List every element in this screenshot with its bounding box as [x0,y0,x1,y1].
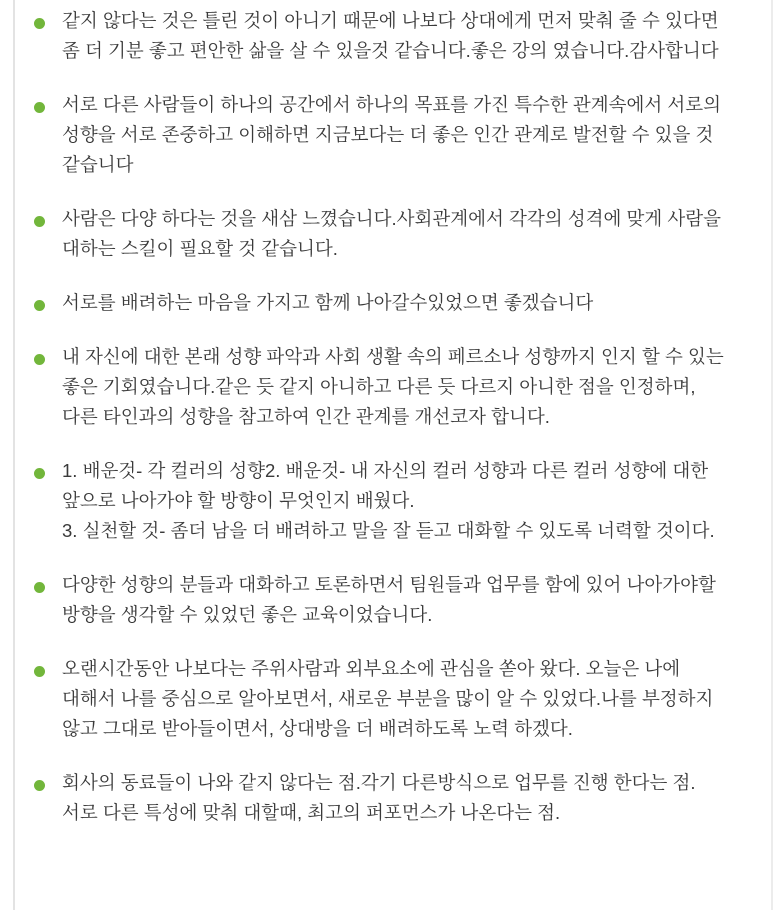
comment-text: 같지 않다는 것은 틀린 것이 아니기 때문에 나보다 상대에게 먼저 맞춰 줄 수 있다면 좀 더 기분 좋고 편안한 삶을 살 수 있을것 같습니다.좋은 강의 였습니다.감사합니다 [62,10,724,61]
comment-item [0,204,773,264]
comment-text: 다양한 성향의 분들과 대화하고 토론하면서 팀원들과 업무를 함에 있어 나아가야할 방향을 생각할 수 있었던 좋은 교육이었습니다. [62,574,722,625]
bullet-icon [34,780,45,791]
comment-list [0,6,773,852]
comment-text: 회사의 동료들이 나와 같지 않다는 점.각기 다른방식으로 업무를 진행 한다는 점. 서로 다른 특성에 맞춰 대할때, 최고의 퍼포먼스가 나온다는 점. [62,772,696,823]
bullet-icon [34,300,45,311]
bullet-icon [34,102,45,113]
comment-item [0,342,773,432]
bullet-icon [34,18,45,29]
comment-text: 오랜시간동안 나보다는 주위사람과 외부요소에 관심을 쏟아 왔다. 오늘은 나에 대해서 나를 중심으로 알아보면서, 새로운 부분을 많이 알 수 있었다.나를 부정하지 않고 그대로 받아들이면서, 상대방을 더 배려하도록 노력 하겠다. [62,658,719,739]
comment-text: 서로를 배려하는 마음을 가지고 함께 나아갈수있었으면 좋겠습니다 [62,292,594,313]
bullet-icon [34,216,45,227]
comment-item [0,570,773,630]
comment-text: 1. 배운것- 각 컬러의 성향2. 배운것- 내 자신의 컬러 성향과 다른 컬러 성향에 대한 앞으로 나아가야 할 방향이 무엇인지 배웠다. 3. 실천할 것- 좀더 남을 더 배려하고 말을 잘 듣고 대화할 수 있도록 너력할 것이다. [62,460,715,541]
comment-text: 사람은 다양 하다는 것을 새삼 느꼈습니다.사회관계에서 각각의 성격에 맞게 사람을 대하는 스킬이 필요할 것 같습니다. [62,208,727,259]
comment-item [0,768,773,828]
bullet-icon [34,354,45,365]
comment-item [0,456,773,546]
bullet-icon [34,468,45,479]
bullet-icon [34,666,45,677]
comment-item [0,288,773,318]
comment-item [0,90,773,180]
comment-text: 서로 다른 사람들이 하나의 공간에서 하나의 목표를 가진 특수한 관계속에서 서로의 성향을 서로 존중하고 이해하면 지금보다는 더 좋은 인간 관계로 발전할 수 있을 것 같습니다 [62,94,727,175]
comment-item [0,6,773,66]
comment-item [0,654,773,744]
bullet-icon [34,582,45,593]
comment-text: 내 자신에 대한 본래 성향 파악과 사회 생활 속의 페르소나 성향까지 인지 할 수 있는 좋은 기회였습니다.같은 듯 같지 아니하고 다른 듯 다르지 아니한 점을 인정하며, 다른 타인과의 성향을 참고하여 인간 관계를 개선코자 합니다. [62,346,729,427]
